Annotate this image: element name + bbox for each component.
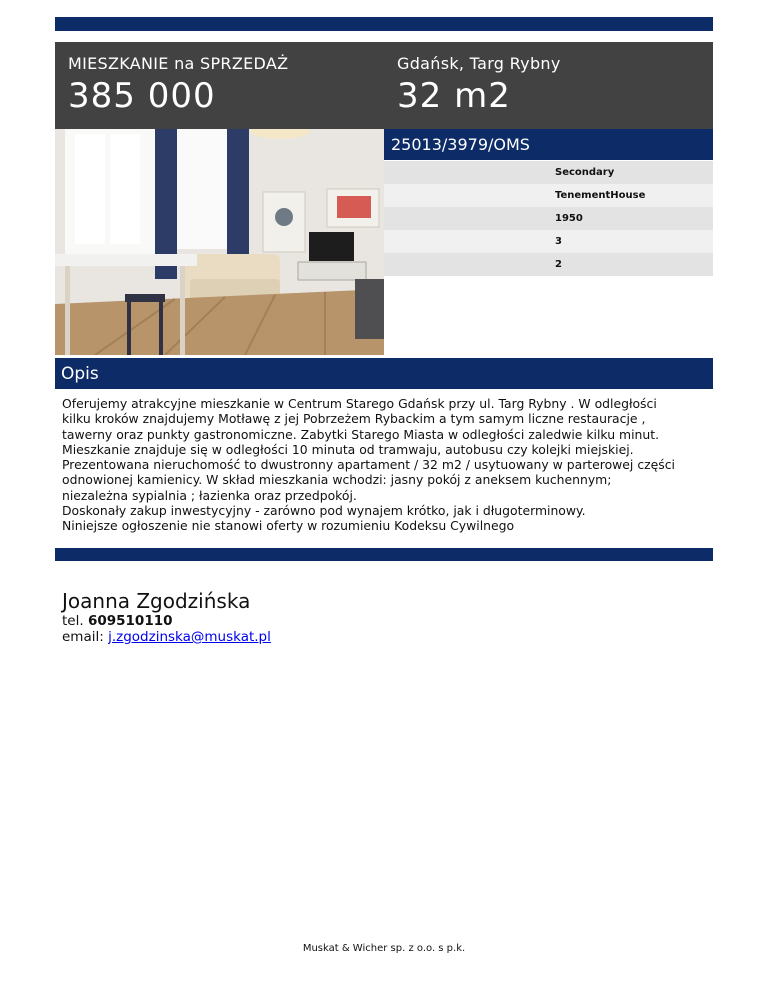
email-line bbox=[62, 629, 271, 645]
reference-number: 25013/3979/OMS bbox=[391, 135, 530, 154]
description-line: Prezentowana nieruchomość to dwustronny apartament / 32 m2 / usytuowany w parterowej części bbox=[62, 457, 675, 473]
attribute-market: Secondary bbox=[555, 167, 615, 178]
email-label: email: bbox=[62, 629, 104, 645]
description-title: Opis bbox=[61, 364, 99, 384]
phone-line bbox=[62, 613, 271, 629]
phone-number[interactable]: 609510110 bbox=[87, 613, 173, 629]
description-line: odnowionej kamienicy. W skład mieszkania wchodzi: jasny pokój z aneksem kuchennym; bbox=[62, 472, 612, 488]
reference-bar bbox=[384, 129, 713, 160]
description-line: kilku kroków znajdujemy Motławę z jej Pobrzeżem Rybackim a tym samym liczne restauracje , bbox=[62, 411, 646, 427]
attribute-row bbox=[384, 253, 713, 276]
description-line: Niniejsze ogłoszenie nie stanowi oferty w rozumieniu Kodeksu Cywilnego bbox=[62, 518, 515, 534]
attribute-row bbox=[384, 230, 713, 253]
attributes-table bbox=[384, 161, 713, 276]
attribute-row bbox=[384, 207, 713, 230]
attribute-row bbox=[384, 161, 713, 184]
listing-header bbox=[55, 42, 713, 129]
agent-name: Joanna Zgodzińska bbox=[62, 589, 251, 613]
price: 385 000 bbox=[68, 76, 216, 116]
offer-type: MIESZKANIE na SPRZEDAŻ bbox=[68, 54, 289, 73]
footer-company: Muskat & Wicher sp. z o.o. s p.k. bbox=[302, 943, 466, 954]
attribute-row bbox=[384, 184, 713, 207]
description-line: Mieszkanie znajduje się w odległości 10 minuta od tramwaju, autobusu czy kolejki miejskiej. bbox=[62, 441, 634, 457]
phone-label: tel. bbox=[62, 613, 84, 629]
attribute-building-type: TenementHouse bbox=[555, 190, 646, 201]
attribute-value: 3 bbox=[555, 236, 562, 247]
description-line: Oferujemy atrakcyjne mieszkanie w Centrum Starego Gdańsk przy ul. Targ Rybny . W odległości bbox=[62, 396, 657, 411]
top-accent-bar bbox=[55, 17, 713, 31]
location: Gdańsk, Targ Rybny bbox=[397, 54, 561, 73]
description-line: niezależna sypialnia ; łazienka oraz przedpokój. bbox=[62, 487, 357, 503]
attribute-value: 2 bbox=[555, 259, 562, 270]
area: 32 m2 bbox=[397, 76, 511, 116]
description-text bbox=[62, 396, 707, 534]
section-divider-bar bbox=[55, 548, 713, 561]
agent-contact bbox=[62, 589, 271, 645]
email-link[interactable]: j.zgodzinska@muskat.pl bbox=[108, 629, 271, 645]
attribute-year: 1950 bbox=[555, 213, 583, 224]
description-header bbox=[55, 358, 713, 389]
description-line: tawerny oraz punkty gastronomiczne. Zabytki Starego Miasta w odległości zaledwie kilku minut. bbox=[62, 426, 660, 442]
description-line: Doskonały zakup inwestycyjny - zarówno pod wynajem krótko, jak i długoterminowy. bbox=[62, 503, 586, 519]
apartment-photo bbox=[55, 129, 384, 355]
